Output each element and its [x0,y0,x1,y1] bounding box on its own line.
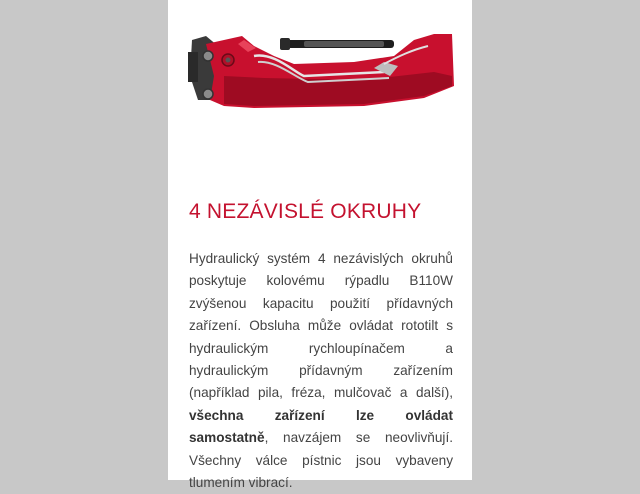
section-heading: 4 NEZÁVISLÉ OKRUHY [189,200,422,223]
description-bold-text: všechna zařízení lze ovládat samostatně [189,407,453,446]
description-text: Hydraulický systém 4 nezávislých okruhů poskytuje kolovému rýpadlu B110W zvýšenou kapacitu použití přídavných zařízení. Obsluha může ovládat rototilt s hydraulickým rychloupínačem a hydraulickým přídavným zařízením (například pila, fréza, mulčovač a další), [189,251,453,401]
content-panel [168,0,472,491]
section-description [189,248,453,494]
excavator-arm-illustration [184,16,460,124]
description-text-end: , navzájem se neovlivňují. Všechny válce pístnic jsou vybaveny tlumením vibrací. [189,430,453,491]
hydraulic-boom-image [184,16,460,124]
